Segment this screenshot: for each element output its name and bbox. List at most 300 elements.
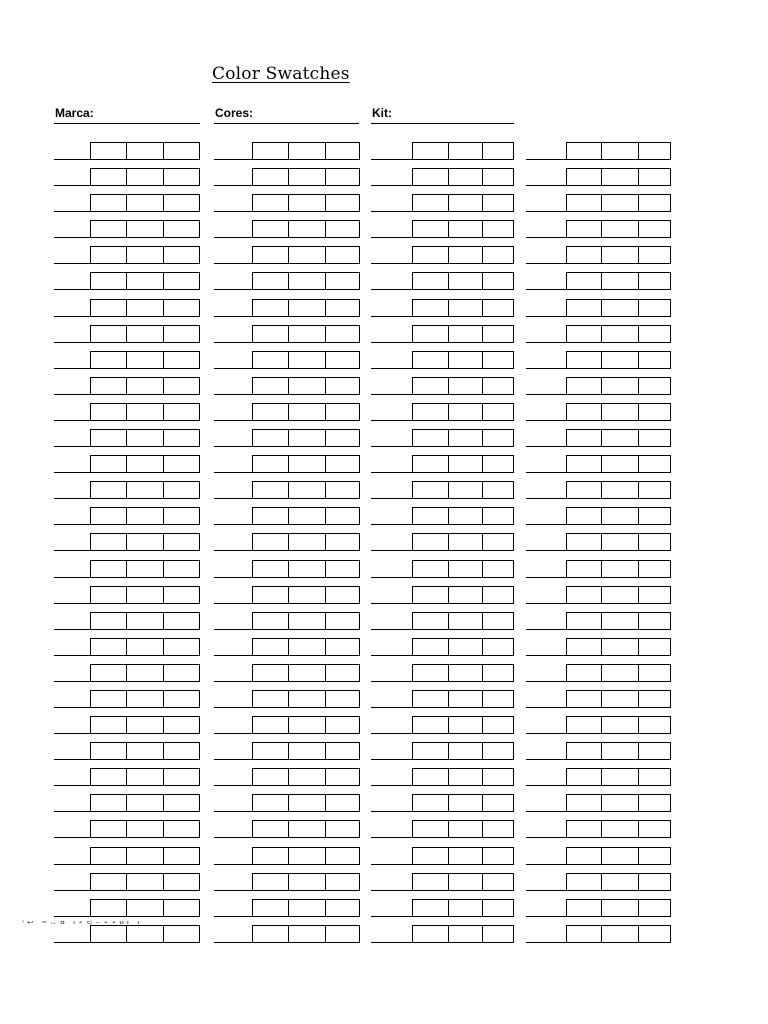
swatch-box[interactable] (412, 351, 449, 369)
swatch-box[interactable] (325, 142, 360, 160)
color-name-line[interactable] (371, 211, 412, 212)
swatch-box[interactable] (448, 533, 483, 551)
color-name-line[interactable] (54, 733, 90, 734)
swatch-box[interactable] (448, 351, 483, 369)
swatch-box[interactable] (638, 586, 671, 604)
swatch-box[interactable] (638, 403, 671, 421)
color-name-line[interactable] (371, 577, 412, 578)
swatch-box[interactable] (252, 168, 289, 186)
swatch-box[interactable] (638, 794, 671, 812)
color-name-line[interactable] (371, 550, 412, 551)
swatch-box[interactable] (325, 272, 360, 290)
swatch-box[interactable] (90, 429, 127, 447)
swatch-box[interactable] (325, 925, 360, 943)
color-name-line[interactable] (526, 916, 566, 917)
swatch-box[interactable] (126, 586, 164, 604)
swatch-box[interactable] (288, 429, 326, 447)
swatch-box[interactable] (126, 560, 164, 578)
swatch-box[interactable] (163, 742, 200, 760)
swatch-box[interactable] (482, 638, 514, 656)
color-name-line[interactable] (54, 211, 90, 212)
swatch-box[interactable] (638, 272, 671, 290)
color-name-line[interactable] (526, 785, 566, 786)
swatch-box[interactable] (126, 351, 164, 369)
color-name-line[interactable] (214, 759, 252, 760)
swatch-box[interactable] (601, 507, 639, 525)
swatch-box[interactable] (90, 351, 127, 369)
color-name-line[interactable] (54, 498, 90, 499)
color-name-line[interactable] (214, 577, 252, 578)
swatch-box[interactable] (601, 560, 639, 578)
swatch-box[interactable] (412, 925, 449, 943)
swatch-box[interactable] (638, 194, 671, 212)
swatch-box[interactable] (566, 899, 602, 917)
color-name-line[interactable] (371, 759, 412, 760)
color-name-line[interactable] (371, 837, 412, 838)
swatch-box[interactable] (566, 533, 602, 551)
swatch-box[interactable] (325, 664, 360, 682)
swatch-box[interactable] (566, 351, 602, 369)
color-name-line[interactable] (526, 472, 566, 473)
color-name-line[interactable] (371, 159, 412, 160)
swatch-box[interactable] (638, 429, 671, 447)
color-name-line[interactable] (214, 524, 252, 525)
swatch-box[interactable] (412, 429, 449, 447)
color-name-line[interactable] (214, 316, 252, 317)
swatch-box[interactable] (566, 507, 602, 525)
swatch-box[interactable] (601, 194, 639, 212)
swatch-box[interactable] (638, 377, 671, 395)
swatch-box[interactable] (163, 168, 200, 186)
swatch-box[interactable] (412, 768, 449, 786)
color-name-line[interactable] (54, 472, 90, 473)
swatch-box[interactable] (448, 638, 483, 656)
swatch-box[interactable] (252, 612, 289, 630)
swatch-box[interactable] (638, 246, 671, 264)
swatch-box[interactable] (288, 586, 326, 604)
swatch-box[interactable] (252, 664, 289, 682)
swatch-box[interactable] (601, 325, 639, 343)
color-name-line[interactable] (54, 681, 90, 682)
swatch-box[interactable] (412, 142, 449, 160)
swatch-box[interactable] (325, 168, 360, 186)
swatch-box[interactable] (638, 142, 671, 160)
color-name-line[interactable] (214, 159, 252, 160)
swatch-box[interactable] (126, 272, 164, 290)
swatch-box[interactable] (482, 351, 514, 369)
swatch-box[interactable] (325, 873, 360, 891)
swatch-box[interactable] (412, 194, 449, 212)
swatch-box[interactable] (566, 664, 602, 682)
color-name-line[interactable] (371, 237, 412, 238)
color-name-line[interactable] (371, 785, 412, 786)
swatch-box[interactable] (325, 299, 360, 317)
swatch-box[interactable] (448, 142, 483, 160)
color-name-line[interactable] (54, 942, 90, 943)
swatch-box[interactable] (252, 899, 289, 917)
color-name-line[interactable] (54, 368, 90, 369)
color-name-line[interactable] (371, 342, 412, 343)
swatch-box[interactable] (288, 612, 326, 630)
swatch-box[interactable] (163, 612, 200, 630)
swatch-box[interactable] (566, 429, 602, 447)
color-name-line[interactable] (526, 368, 566, 369)
swatch-box[interactable] (412, 533, 449, 551)
swatch-box[interactable] (126, 638, 164, 656)
swatch-box[interactable] (412, 586, 449, 604)
swatch-box[interactable] (566, 638, 602, 656)
color-name-line[interactable] (526, 524, 566, 525)
swatch-box[interactable] (482, 899, 514, 917)
swatch-box[interactable] (252, 220, 289, 238)
swatch-box[interactable] (163, 507, 200, 525)
swatch-box[interactable] (163, 429, 200, 447)
color-name-line[interactable] (371, 629, 412, 630)
swatch-box[interactable] (288, 768, 326, 786)
swatch-box[interactable] (252, 246, 289, 264)
swatch-box[interactable] (325, 429, 360, 447)
color-name-line[interactable] (54, 420, 90, 421)
swatch-box[interactable] (448, 925, 483, 943)
swatch-box[interactable] (126, 429, 164, 447)
color-name-line[interactable] (54, 629, 90, 630)
swatch-box[interactable] (126, 742, 164, 760)
swatch-box[interactable] (638, 742, 671, 760)
swatch-box[interactable] (601, 377, 639, 395)
swatch-box[interactable] (448, 873, 483, 891)
swatch-box[interactable] (90, 925, 127, 943)
swatch-box[interactable] (448, 377, 483, 395)
swatch-box[interactable] (482, 377, 514, 395)
color-name-line[interactable] (371, 263, 412, 264)
swatch-box[interactable] (412, 899, 449, 917)
swatch-box[interactable] (448, 403, 483, 421)
swatch-box[interactable] (638, 690, 671, 708)
swatch-box[interactable] (638, 560, 671, 578)
swatch-box[interactable] (482, 847, 514, 865)
swatch-box[interactable] (412, 690, 449, 708)
swatch-box[interactable] (482, 220, 514, 238)
swatch-box[interactable] (482, 533, 514, 551)
swatch-box[interactable] (163, 246, 200, 264)
color-name-line[interactable] (54, 446, 90, 447)
color-name-line[interactable] (526, 394, 566, 395)
swatch-box[interactable] (601, 716, 639, 734)
swatch-box[interactable] (601, 299, 639, 317)
swatch-box[interactable] (601, 351, 639, 369)
swatch-box[interactable] (90, 794, 127, 812)
color-name-line[interactable] (54, 524, 90, 525)
swatch-box[interactable] (601, 168, 639, 186)
swatch-box[interactable] (288, 820, 326, 838)
color-name-line[interactable] (214, 289, 252, 290)
color-name-line[interactable] (214, 211, 252, 212)
swatch-box[interactable] (448, 194, 483, 212)
swatch-box[interactable] (163, 481, 200, 499)
color-name-line[interactable] (54, 237, 90, 238)
swatch-box[interactable] (638, 847, 671, 865)
swatch-box[interactable] (163, 847, 200, 865)
color-name-line[interactable] (526, 420, 566, 421)
swatch-box[interactable] (163, 142, 200, 160)
color-name-line[interactable] (526, 446, 566, 447)
swatch-box[interactable] (448, 612, 483, 630)
swatch-box[interactable] (566, 690, 602, 708)
color-name-line[interactable] (214, 916, 252, 917)
swatch-box[interactable] (638, 873, 671, 891)
color-name-line[interactable] (526, 577, 566, 578)
color-name-line[interactable] (526, 159, 566, 160)
swatch-box[interactable] (288, 220, 326, 238)
swatch-box[interactable] (90, 377, 127, 395)
swatch-box[interactable] (601, 586, 639, 604)
swatch-box[interactable] (325, 194, 360, 212)
swatch-box[interactable] (482, 455, 514, 473)
swatch-box[interactable] (566, 403, 602, 421)
color-name-line[interactable] (214, 472, 252, 473)
swatch-box[interactable] (163, 586, 200, 604)
color-name-line[interactable] (371, 890, 412, 891)
swatch-box[interactable] (288, 325, 326, 343)
swatch-box[interactable] (412, 638, 449, 656)
swatch-box[interactable] (638, 664, 671, 682)
swatch-box[interactable] (566, 455, 602, 473)
swatch-box[interactable] (566, 325, 602, 343)
color-name-line[interactable] (54, 263, 90, 264)
swatch-box[interactable] (252, 533, 289, 551)
swatch-box[interactable] (90, 820, 127, 838)
swatch-box[interactable] (90, 246, 127, 264)
swatch-box[interactable] (448, 847, 483, 865)
color-name-line[interactable] (526, 289, 566, 290)
color-name-line[interactable] (371, 707, 412, 708)
swatch-box[interactable] (412, 560, 449, 578)
swatch-box[interactable] (163, 873, 200, 891)
swatch-box[interactable] (448, 455, 483, 473)
swatch-box[interactable] (163, 768, 200, 786)
swatch-box[interactable] (126, 847, 164, 865)
swatch-box[interactable] (325, 638, 360, 656)
color-name-line[interactable] (371, 942, 412, 943)
color-name-line[interactable] (214, 394, 252, 395)
swatch-box[interactable] (252, 690, 289, 708)
swatch-box[interactable] (482, 925, 514, 943)
swatch-box[interactable] (126, 403, 164, 421)
swatch-box[interactable] (325, 847, 360, 865)
swatch-box[interactable] (288, 142, 326, 160)
color-name-line[interactable] (214, 629, 252, 630)
swatch-box[interactable] (325, 351, 360, 369)
swatch-box[interactable] (126, 168, 164, 186)
swatch-box[interactable] (601, 481, 639, 499)
color-name-line[interactable] (371, 524, 412, 525)
swatch-box[interactable] (482, 560, 514, 578)
swatch-box[interactable] (90, 612, 127, 630)
swatch-box[interactable] (412, 272, 449, 290)
color-name-line[interactable] (54, 394, 90, 395)
swatch-box[interactable] (412, 716, 449, 734)
swatch-box[interactable] (638, 220, 671, 238)
swatch-box[interactable] (325, 533, 360, 551)
swatch-box[interactable] (448, 507, 483, 525)
swatch-box[interactable] (252, 142, 289, 160)
color-name-line[interactable] (214, 707, 252, 708)
swatch-box[interactable] (412, 664, 449, 682)
swatch-box[interactable] (90, 220, 127, 238)
swatch-box[interactable] (601, 142, 639, 160)
swatch-box[interactable] (90, 325, 127, 343)
swatch-box[interactable] (482, 612, 514, 630)
color-name-line[interactable] (526, 263, 566, 264)
color-name-line[interactable] (214, 342, 252, 343)
swatch-box[interactable] (412, 847, 449, 865)
swatch-box[interactable] (126, 220, 164, 238)
color-name-line[interactable] (526, 185, 566, 186)
color-name-line[interactable] (371, 420, 412, 421)
swatch-box[interactable] (566, 873, 602, 891)
cores-field[interactable] (214, 106, 359, 124)
swatch-box[interactable] (325, 794, 360, 812)
color-name-line[interactable] (54, 916, 90, 917)
swatch-box[interactable] (638, 325, 671, 343)
swatch-box[interactable] (90, 638, 127, 656)
swatch-box[interactable] (163, 716, 200, 734)
swatch-box[interactable] (566, 142, 602, 160)
color-name-line[interactable] (54, 185, 90, 186)
swatch-box[interactable] (126, 299, 164, 317)
swatch-box[interactable] (482, 873, 514, 891)
color-name-line[interactable] (214, 420, 252, 421)
swatch-box[interactable] (325, 742, 360, 760)
color-name-line[interactable] (54, 890, 90, 891)
swatch-box[interactable] (163, 820, 200, 838)
swatch-box[interactable] (163, 194, 200, 212)
swatch-box[interactable] (482, 246, 514, 264)
swatch-box[interactable] (448, 716, 483, 734)
swatch-box[interactable] (638, 351, 671, 369)
swatch-box[interactable] (252, 742, 289, 760)
swatch-box[interactable] (288, 560, 326, 578)
color-name-line[interactable] (214, 603, 252, 604)
swatch-box[interactable] (638, 768, 671, 786)
color-name-line[interactable] (54, 159, 90, 160)
color-name-line[interactable] (526, 498, 566, 499)
swatch-box[interactable] (126, 873, 164, 891)
color-name-line[interactable] (371, 916, 412, 917)
color-name-line[interactable] (371, 733, 412, 734)
color-name-line[interactable] (526, 759, 566, 760)
color-name-line[interactable] (54, 603, 90, 604)
swatch-box[interactable] (482, 403, 514, 421)
swatch-box[interactable] (601, 638, 639, 656)
color-name-line[interactable] (54, 837, 90, 838)
swatch-box[interactable] (482, 716, 514, 734)
swatch-box[interactable] (126, 455, 164, 473)
swatch-box[interactable] (288, 847, 326, 865)
swatch-box[interactable] (288, 690, 326, 708)
color-name-line[interactable] (54, 342, 90, 343)
color-name-line[interactable] (214, 942, 252, 943)
swatch-box[interactable] (163, 560, 200, 578)
color-name-line[interactable] (526, 603, 566, 604)
swatch-box[interactable] (325, 481, 360, 499)
color-name-line[interactable] (214, 681, 252, 682)
swatch-box[interactable] (482, 794, 514, 812)
swatch-box[interactable] (90, 481, 127, 499)
swatch-box[interactable] (90, 507, 127, 525)
swatch-box[interactable] (638, 899, 671, 917)
swatch-box[interactable] (163, 377, 200, 395)
swatch-box[interactable] (601, 690, 639, 708)
color-name-line[interactable] (371, 655, 412, 656)
swatch-box[interactable] (163, 899, 200, 917)
swatch-box[interactable] (325, 377, 360, 395)
swatch-box[interactable] (448, 664, 483, 682)
swatch-box[interactable] (325, 586, 360, 604)
color-name-line[interactable] (371, 472, 412, 473)
swatch-box[interactable] (325, 403, 360, 421)
color-name-line[interactable] (371, 394, 412, 395)
swatch-box[interactable] (288, 455, 326, 473)
color-name-line[interactable] (371, 811, 412, 812)
swatch-box[interactable] (126, 194, 164, 212)
color-name-line[interactable] (54, 759, 90, 760)
swatch-box[interactable] (601, 847, 639, 865)
swatch-box[interactable] (90, 899, 127, 917)
color-name-line[interactable] (526, 733, 566, 734)
swatch-box[interactable] (448, 325, 483, 343)
swatch-box[interactable] (566, 742, 602, 760)
swatch-box[interactable] (601, 612, 639, 630)
swatch-box[interactable] (126, 325, 164, 343)
color-name-line[interactable] (371, 446, 412, 447)
color-name-line[interactable] (526, 811, 566, 812)
swatch-box[interactable] (288, 899, 326, 917)
swatch-box[interactable] (252, 429, 289, 447)
swatch-box[interactable] (482, 194, 514, 212)
swatch-box[interactable] (90, 742, 127, 760)
color-name-line[interactable] (214, 237, 252, 238)
swatch-box[interactable] (412, 403, 449, 421)
color-name-line[interactable] (526, 681, 566, 682)
swatch-box[interactable] (126, 142, 164, 160)
swatch-box[interactable] (448, 299, 483, 317)
color-name-line[interactable] (214, 837, 252, 838)
swatch-box[interactable] (601, 794, 639, 812)
swatch-box[interactable] (482, 299, 514, 317)
swatch-box[interactable] (566, 847, 602, 865)
swatch-box[interactable] (163, 272, 200, 290)
color-name-line[interactable] (371, 289, 412, 290)
swatch-box[interactable] (252, 925, 289, 943)
swatch-box[interactable] (325, 612, 360, 630)
swatch-box[interactable] (90, 847, 127, 865)
swatch-box[interactable] (566, 560, 602, 578)
swatch-box[interactable] (325, 560, 360, 578)
swatch-box[interactable] (163, 299, 200, 317)
swatch-box[interactable] (288, 716, 326, 734)
swatch-box[interactable] (126, 533, 164, 551)
swatch-box[interactable] (448, 768, 483, 786)
color-name-line[interactable] (54, 864, 90, 865)
color-name-line[interactable] (54, 707, 90, 708)
swatch-box[interactable] (252, 325, 289, 343)
swatch-box[interactable] (288, 377, 326, 395)
swatch-box[interactable] (288, 272, 326, 290)
swatch-box[interactable] (163, 455, 200, 473)
swatch-box[interactable] (638, 612, 671, 630)
swatch-box[interactable] (482, 325, 514, 343)
